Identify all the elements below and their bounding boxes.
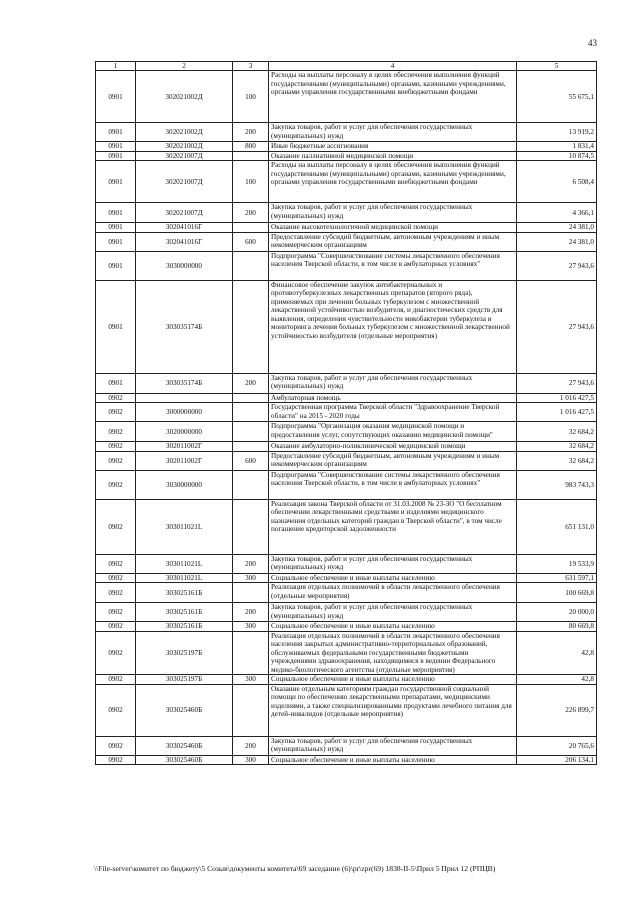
- code-target-cell: 302041016Г: [136, 232, 233, 251]
- amount-cell: 80 669,8: [517, 622, 597, 631]
- code-target-cell: 302021002Д: [136, 142, 233, 151]
- code-expense-type-cell: 300: [233, 573, 269, 582]
- amount-cell: 42,8: [517, 631, 597, 674]
- table-row: [96, 403, 597, 422]
- code-section-cell: 0901: [96, 232, 136, 251]
- amount-cell: 20 000,0: [517, 603, 597, 622]
- description-cell: Социальное обеспечение и иные выплаты населению: [269, 573, 517, 582]
- code-section-cell: 0902: [96, 470, 136, 499]
- amount-cell: 1 016 427,5: [517, 393, 597, 402]
- code-target-cell: 303025460Б: [136, 755, 233, 764]
- header-cell: 4: [269, 62, 517, 71]
- code-expense-type-cell: [233, 684, 269, 736]
- table-row: [96, 151, 597, 160]
- code-section-cell: 0902: [96, 451, 136, 470]
- code-target-cell: 3020000000: [136, 422, 233, 442]
- code-target-cell: 303025161Б: [136, 583, 233, 603]
- table-row: [96, 573, 597, 582]
- description-cell: Реализация закона Тверской области от 31.03.2008 № 23-ЗО "О бесплатном обеспечении лекарственными средствами и изделиями медицинского назначения отдельных категорий граждан в Тверской области", в том числе погашение кредиторской задолженности: [269, 499, 517, 554]
- table-row: [96, 755, 597, 764]
- code-target-cell: 302011002Г: [136, 442, 233, 451]
- amount-cell: 6 508,4: [517, 161, 597, 203]
- table-row: [96, 631, 597, 674]
- amount-cell: 4 366,1: [517, 203, 597, 223]
- table-row: [96, 470, 597, 499]
- table-row: [96, 622, 597, 631]
- code-section-cell: 0902: [96, 573, 136, 582]
- table-row: [96, 442, 597, 451]
- table-row: [96, 554, 597, 573]
- code-section-cell: 0901: [96, 71, 136, 123]
- header-cell: 5: [517, 62, 597, 71]
- code-section-cell: 0902: [96, 736, 136, 755]
- description-cell: Амбулаторная помощь: [269, 393, 517, 402]
- code-target-cell: 303035174Б: [136, 373, 233, 393]
- code-section-cell: 0901: [96, 161, 136, 203]
- code-expense-type-cell: [233, 442, 269, 451]
- amount-cell: 55 675,1: [517, 71, 597, 123]
- page-number: 43: [588, 38, 597, 48]
- header-cell: 3: [233, 62, 269, 71]
- amount-cell: 27 943,6: [517, 280, 597, 373]
- amount-cell: 32 684,2: [517, 422, 597, 442]
- description-cell: Закупка товаров, работ и услуг для обеспечения государственных (муниципальных) нужд: [269, 123, 517, 142]
- code-section-cell: 0902: [96, 442, 136, 451]
- code-section-cell: 0901: [96, 251, 136, 280]
- table-row: [96, 71, 597, 123]
- amount-cell: 32 684,2: [517, 451, 597, 470]
- code-section-cell: 0902: [96, 631, 136, 674]
- table-row: [96, 280, 597, 373]
- description-cell: Подпрограмма "Совершенствование системы лекарственного обеспечения населения Тверской области, в том числе в амбулаторных условиях": [269, 251, 517, 280]
- budget-table-body: [96, 62, 597, 765]
- code-expense-type-cell: 200: [233, 736, 269, 755]
- table-header-row: [96, 62, 597, 71]
- code-section-cell: 0901: [96, 123, 136, 142]
- code-section-cell: 0902: [96, 403, 136, 422]
- code-target-cell: 302021007Д: [136, 151, 233, 160]
- code-target-cell: 302011002Г: [136, 451, 233, 470]
- description-cell: Закупка товаров, работ и услуг для обеспечения государственных (муниципальных) нужд: [269, 736, 517, 755]
- amount-cell: 24 381,0: [517, 223, 597, 232]
- table-row: [96, 203, 597, 223]
- table-row: [96, 422, 597, 442]
- code-section-cell: 0902: [96, 422, 136, 442]
- budget-table: [95, 61, 597, 765]
- amount-cell: 1 016 427,5: [517, 403, 597, 422]
- code-target-cell: 302021007Д: [136, 161, 233, 203]
- code-expense-type-cell: 600: [233, 451, 269, 470]
- amount-cell: 631 597,1: [517, 573, 597, 582]
- description-cell: Иные бюджетные ассигнования: [269, 142, 517, 151]
- code-section-cell: 0901: [96, 142, 136, 151]
- amount-cell: 651 131,0: [517, 499, 597, 554]
- table-row: [96, 393, 597, 402]
- table-row: [96, 232, 597, 251]
- amount-cell: 983 743,3: [517, 470, 597, 499]
- code-expense-type-cell: [233, 470, 269, 499]
- description-cell: Реализация отдельных полномочий в области лекарственного обеспечения населения закрытых административно-территориальных образований, обслуживаемых федеральными государственными бюджетными учреждениями здравоохранения, находящимися в ведении Федерального медико-биологического агентства (отдельные мероприятия): [269, 631, 517, 674]
- code-section-cell: 0902: [96, 675, 136, 684]
- code-section-cell: 0902: [96, 499, 136, 554]
- table-row: [96, 675, 597, 684]
- description-cell: Государственная программа Тверской области "Здравоохранение Тверской области" на 2015 - 2020 годы: [269, 403, 517, 422]
- code-expense-type-cell: 200: [233, 554, 269, 573]
- code-target-cell: 303025460Б: [136, 736, 233, 755]
- code-expense-type-cell: [233, 251, 269, 280]
- code-expense-type-cell: 300: [233, 675, 269, 684]
- amount-cell: 20 765,6: [517, 736, 597, 755]
- table-row: [96, 583, 597, 603]
- table-row: [96, 142, 597, 151]
- code-target-cell: 303011021L: [136, 573, 233, 582]
- description-cell: Оказание высокотехнологичной медицинской помощи: [269, 223, 517, 232]
- description-cell: Подпрограмма "Организация оказания медицинской помощи и предоставления услуг, сопутствующих оказанию медицинской помощи": [269, 422, 517, 442]
- code-target-cell: 303025161Б: [136, 622, 233, 631]
- code-expense-type-cell: [233, 151, 269, 160]
- code-section-cell: 0901: [96, 223, 136, 232]
- code-target-cell: 302021007Д: [136, 203, 233, 223]
- code-expense-type-cell: [233, 223, 269, 232]
- code-section-cell: 0902: [96, 393, 136, 402]
- code-expense-type-cell: 200: [233, 123, 269, 142]
- code-section-cell: 0902: [96, 684, 136, 736]
- code-expense-type-cell: [233, 393, 269, 402]
- code-expense-type-cell: 200: [233, 603, 269, 622]
- amount-cell: 24 381,0: [517, 232, 597, 251]
- amount-cell: 42,8: [517, 675, 597, 684]
- code-target-cell: 3030000000: [136, 251, 233, 280]
- code-target-cell: [136, 393, 233, 402]
- code-expense-type-cell: [233, 583, 269, 603]
- amount-cell: 100 669,8: [517, 583, 597, 603]
- code-expense-type-cell: 200: [233, 203, 269, 223]
- description-cell: Закупка товаров, работ и услуг для обеспечения государственных (муниципальных) нужд: [269, 603, 517, 622]
- table-row: [96, 223, 597, 232]
- code-target-cell: 303025161Б: [136, 603, 233, 622]
- description-cell: Социальное обеспечение и иные выплаты населению: [269, 675, 517, 684]
- header-cell: 1: [96, 62, 136, 71]
- code-expense-type-cell: 100: [233, 161, 269, 203]
- amount-cell: 19 533,9: [517, 554, 597, 573]
- amount-cell: 226 899,7: [517, 684, 597, 736]
- table-row: [96, 684, 597, 736]
- code-target-cell: 303025460Б: [136, 684, 233, 736]
- table-row: [96, 123, 597, 142]
- code-section-cell: 0902: [96, 554, 136, 573]
- description-cell: Социальное обеспечение и иные выплаты населению: [269, 622, 517, 631]
- description-cell: Расходы на выплаты персоналу в целях обеспечения выполнения функций государственными (муниципальными) органами, казенными учреждениями, органами управления государственными внебюджетными фондами: [269, 161, 517, 203]
- description-cell: Оказание паллиативной медицинской помощи: [269, 151, 517, 160]
- description-cell: Закупка товаров, работ и услуг для обеспечения государственных (муниципальных) нужд: [269, 554, 517, 573]
- code-expense-type-cell: 800: [233, 142, 269, 151]
- amount-cell: 27 943,6: [517, 251, 597, 280]
- code-section-cell: 0902: [96, 583, 136, 603]
- code-target-cell: 303025197Б: [136, 631, 233, 674]
- description-cell: Предоставление субсидий бюджетным, автономным учреждениям и иным некоммерческим организациям: [269, 232, 517, 251]
- description-cell: Оказание отдельным категориям граждан государственной социальной помощи по обеспечению лекарственными препаратами, медицинскими изделиями, а также специализированными продуктами лечебного питания для детей-инвалидов (отдельные мероприятия): [269, 684, 517, 736]
- code-expense-type-cell: [233, 631, 269, 674]
- amount-cell: 206 134,1: [517, 755, 597, 764]
- code-expense-type-cell: 100: [233, 71, 269, 123]
- code-target-cell: 302021002Д: [136, 71, 233, 123]
- table-row: [96, 499, 597, 554]
- code-target-cell: 303011021L: [136, 554, 233, 573]
- description-cell: Расходы на выплаты персоналу в целях обеспечения выполнения функций государственными (муниципальными) органами, казенными учреждениями, органами управления государственными внебюджетными фондами: [269, 71, 517, 123]
- amount-cell: 10 874,5: [517, 151, 597, 160]
- amount-cell: 27 943,6: [517, 373, 597, 393]
- amount-cell: 32 684,2: [517, 442, 597, 451]
- code-expense-type-cell: [233, 280, 269, 373]
- table-row: [96, 251, 597, 280]
- description-cell: Финансовое обеспечение закупок антибактериальных и противотуберкулезных лекарственных препаратов (второго ряда), применяемых при лечении больных туберкулезом с множественной лекарственной устойчивостью возбудителя, и диагностических средств для выявления, определения чувствительности микобактерии туберкулеза и мониторинга лечения больных туберкулезом с множественной лекарственной устойчивостью возбудителя (отдельные мероприятия): [269, 280, 517, 373]
- code-section-cell: 0901: [96, 151, 136, 160]
- description-cell: Закупка товаров, работ и услуг для обеспечения государственных (муниципальных) нужд: [269, 373, 517, 393]
- code-expense-type-cell: [233, 422, 269, 442]
- code-expense-type-cell: 300: [233, 622, 269, 631]
- code-target-cell: 302021002Д: [136, 123, 233, 142]
- description-cell: Закупка товаров, работ и услуг для обеспечения государственных (муниципальных) нужд: [269, 203, 517, 223]
- code-expense-type-cell: 300: [233, 755, 269, 764]
- code-expense-type-cell: [233, 403, 269, 422]
- table-row: [96, 161, 597, 203]
- code-section-cell: 0901: [96, 203, 136, 223]
- header-cell: 2: [136, 62, 233, 71]
- amount-cell: 1 831,4: [517, 142, 597, 151]
- code-target-cell: 3000000000: [136, 403, 233, 422]
- description-cell: Предоставление субсидий бюджетным, автономным учреждениям и иным некоммерческим организациям: [269, 451, 517, 470]
- description-cell: Подпрограмма "Совершенствование системы лекарственного обеспечения населения Тверской области, в том числе в амбулаторных условиях": [269, 470, 517, 499]
- table-row: [96, 603, 597, 622]
- code-section-cell: 0902: [96, 622, 136, 631]
- code-expense-type-cell: 600: [233, 232, 269, 251]
- description-cell: Реализация отдельных полномочий в области лекарственного обеспечения (отдельные мероприятия): [269, 583, 517, 603]
- code-section-cell: 0901: [96, 373, 136, 393]
- code-section-cell: 0902: [96, 603, 136, 622]
- file-path-footer: \\File-server\комитет по бюджету\5 Созыв\документы комитета\69 заседание (6)\pr\zpr(69) 1838-II-5\Прил 5 Прил 12 (РПЦВ): [94, 864, 496, 873]
- code-expense-type-cell: [233, 499, 269, 554]
- code-target-cell: 303025197Б: [136, 675, 233, 684]
- table-row: [96, 736, 597, 755]
- code-target-cell: 303011021L: [136, 499, 233, 554]
- code-section-cell: 0902: [96, 755, 136, 764]
- code-target-cell: 3030000000: [136, 470, 233, 499]
- code-expense-type-cell: 200: [233, 373, 269, 393]
- description-cell: Оказание амбулаторно-поликлинической медицинской помощи: [269, 442, 517, 451]
- amount-cell: 13 919,2: [517, 123, 597, 142]
- table-row: [96, 373, 597, 393]
- code-section-cell: 0901: [96, 280, 136, 373]
- code-target-cell: 303035174Б: [136, 280, 233, 373]
- table-row: [96, 451, 597, 470]
- code-target-cell: 302041016Г: [136, 223, 233, 232]
- description-cell: Социальное обеспечение и иные выплаты населению: [269, 755, 517, 764]
